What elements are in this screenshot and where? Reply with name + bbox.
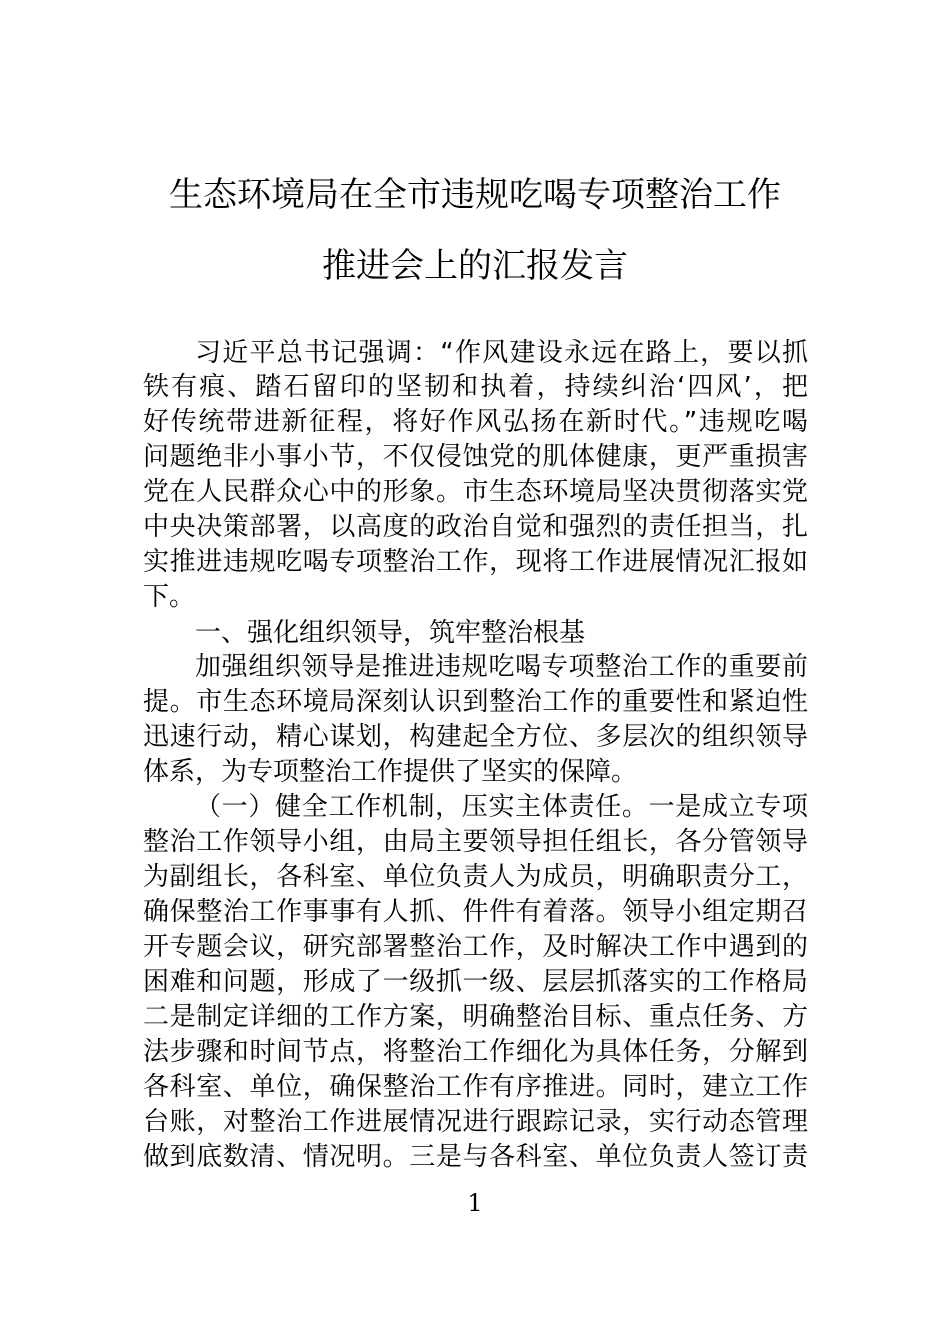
body-line: 法步骤和时间节点，将整治工作细化为具体任务，分解到 — [143, 1037, 808, 1067]
body-line: 二是制定详细的工作方案，明确整治目标、重点任务、方 — [143, 1002, 808, 1032]
page-number: 1 — [467, 1189, 483, 1217]
body-line: 加强组织领导是推进违规吃喝专项整治工作的重要前 — [195, 652, 808, 682]
body-line: 党在人民群众心中的形象。市生态环境局坚决贯彻落实党 — [143, 477, 808, 507]
body-line: 实推进违规吃喝专项整治工作，现将工作进展情况汇报如 — [143, 547, 808, 577]
body-line: （一）健全工作机制，压实主体责任。一是成立专项 — [195, 792, 808, 822]
body-line: 做到底数清、情况明。三是与各科室、单位负责人签订责 — [143, 1142, 808, 1172]
body-line: 开专题会议，研究部署整治工作，及时解决工作中遇到的 — [143, 932, 808, 962]
body-line: 为副组长，各科室、单位负责人为成员，明确职责分工， — [143, 862, 808, 892]
body-line: 整治工作领导小组，由局主要领导担任组长，各分管领导 — [143, 827, 808, 857]
document-title-line-2: 推进会上的汇报发言 — [322, 246, 628, 286]
body-line: 各科室、单位，确保整治工作有序推进。同时，建立工作 — [143, 1072, 808, 1102]
body-line: 问题绝非小事小节，不仅侵蚀党的肌体健康，更严重损害 — [143, 442, 808, 472]
body-line: 困难和问题，形成了一级抓一级、层层抓落实的工作格局 — [143, 967, 808, 997]
body-line: 中央决策部署，以高度的政治自觉和强烈的责任担当，扎 — [143, 512, 808, 542]
body-line: 好传统带进新征程，将好作风弘扬在新时代。”违规吃喝 — [143, 407, 808, 437]
body-line: 提。市生态环境局深刻认识到整治工作的重要性和紧迫性 — [143, 687, 808, 717]
body-line: 体系，为专项整治工作提供了坚实的保障。 — [143, 757, 638, 787]
body-line: 铁有痕、踏石留印的坚韧和执着，持续纠治‘四风’，把 — [143, 372, 808, 402]
section-heading: 一、强化组织领导，筑牢整治根基 — [195, 618, 586, 648]
body-line: 确保整治工作事事有人抓、件件有着落。领导小组定期召 — [143, 897, 808, 927]
body-line: 台账，对整治工作进展情况进行跟踪记录，实行动态管理 — [143, 1107, 808, 1137]
document-title-line-1: 生态环境局在全市违规吃喝专项整治工作 — [169, 175, 781, 215]
body-line: 习近平总书记强调：“作风建设永远在路上，要以抓 — [195, 338, 808, 368]
body-line: 迅速行动，精心谋划，构建起全方位、多层次的组织领导 — [143, 722, 808, 752]
body-line: 下。 — [143, 582, 196, 612]
